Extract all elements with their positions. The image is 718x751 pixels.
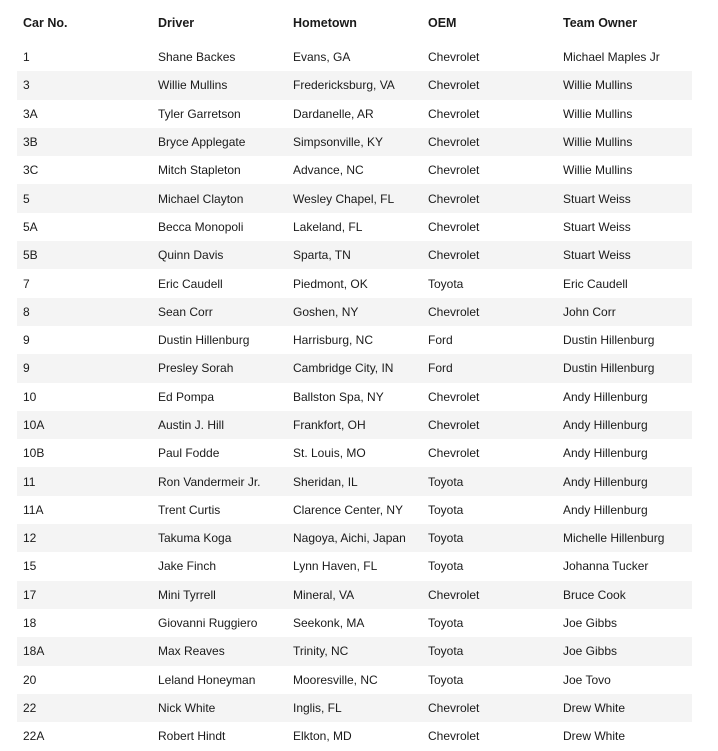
hometown-cell: Dardanelle, AR [293,106,374,121]
driver-cell: Jake Finch [158,559,217,574]
car-no-cell: 22 [23,700,37,715]
table-row [17,71,692,99]
table-row [17,722,692,750]
hometown-cell: Clarence Center, NY [293,502,404,517]
table-row [17,637,692,665]
car-no-cell: 18A [23,644,45,659]
driver-cell: Willie Mullins [158,78,228,93]
team-owner-cell: Willie Mullins [563,163,633,178]
car-no-cell: 5 [23,191,30,206]
table-row [17,609,692,637]
driver-cell: Giovanni Ruggiero [158,616,258,631]
team-owner-cell: Andy Hillenburg [563,446,648,461]
driver-cell: Sean Corr [158,304,213,319]
table-row [17,100,692,128]
hometown-cell: Evans, GA [293,50,351,65]
table-row [17,383,692,411]
car-no-cell: 17 [23,587,37,602]
driver-cell: Becca Monopoli [158,219,244,234]
team-owner-cell: Bruce Cook [563,587,626,602]
team-owner-cell: Joe Gibbs [563,616,618,631]
team-owner-cell: Andy Hillenburg [563,418,648,432]
column-header-team-owner: Team Owner [563,16,638,30]
driver-cell: Nick White [158,700,216,715]
hometown-cell: Elkton, MD [293,729,352,744]
table-row [17,354,692,382]
hometown-cell: St. Louis, MO [293,446,366,461]
team-owner-cell: Andy Hillenburg [563,502,648,517]
oem-cell: Chevrolet [428,135,480,150]
team-owner-cell: Michelle Hillenburg [563,531,665,546]
driver-cell: Tyler Garretson [158,106,241,121]
driver-cell: Takuma Koga [158,531,232,546]
oem-cell: Ford [428,361,453,376]
driver-cell: Bryce Applegate [158,135,246,150]
table-row [17,213,692,241]
car-no-cell: 9 [23,361,30,376]
oem-cell: Toyota [428,616,464,631]
team-owner-cell: Drew White [563,729,626,744]
oem-cell: Chevrolet [428,106,480,121]
oem-cell: Chevrolet [428,729,480,744]
car-no-cell: 10A [23,418,45,432]
team-owner-cell: Eric Caudell [563,276,628,291]
driver-cell: Austin J. Hill [158,418,225,432]
driver-cell: Eric Caudell [158,276,223,291]
car-no-cell: 1 [23,50,30,65]
table-row [17,666,692,694]
driver-cell: Leland Honeyman [158,672,256,687]
car-no-cell: 8 [23,304,30,319]
oem-cell: Chevrolet [428,219,480,234]
hometown-cell: Nagoya, Aichi, Japan [293,531,406,546]
team-owner-cell: Joe Tovo [563,672,611,687]
table-row [17,128,692,156]
hometown-cell: Sheridan, IL [293,474,358,489]
oem-cell: Ford [428,333,453,348]
hometown-cell: Mooresville, NC [293,672,378,687]
car-no-cell: 5A [23,219,38,234]
column-header-car-no: Car No. [23,16,68,30]
car-no-cell: 20 [23,672,37,687]
table-body [17,43,692,750]
car-no-cell: 5B [23,248,38,263]
hometown-cell: Advance, NC [293,163,364,178]
car-no-cell: 22A [23,729,45,744]
driver-cell: Dustin Hillenburg [158,333,250,348]
oem-cell: Chevrolet [428,700,480,715]
oem-cell: Toyota [428,474,464,489]
hometown-cell: Sparta, TN [293,248,351,263]
car-no-cell: 11 [23,474,36,489]
team-owner-cell: Joe Gibbs [563,644,618,659]
table-row [17,269,692,297]
table-row [17,43,692,71]
driver-cell: Ron Vandermeir Jr. [158,474,261,489]
car-no-cell: 3 [23,78,30,93]
oem-cell: Chevrolet [428,304,480,319]
table-row [17,467,692,495]
hometown-cell: Lakeland, FL [293,219,363,234]
team-owner-cell: Stuart Weiss [563,191,631,206]
hometown-cell: Mineral, VA [293,587,355,602]
driver-cell: Paul Fodde [158,446,220,461]
team-owner-cell: Stuart Weiss [563,219,631,234]
header-row [17,9,692,43]
oem-cell: Chevrolet [428,248,480,263]
team-owner-cell: Willie Mullins [563,106,633,121]
team-owner-cell: Stuart Weiss [563,248,631,263]
team-owner-cell: Andy Hillenburg [563,474,648,489]
driver-cell: Quinn Davis [158,248,224,263]
table-row [17,184,692,212]
team-owner-cell: Johanna Tucker [563,559,649,574]
team-owner-cell: Dustin Hillenburg [563,333,655,348]
driver-cell: Mini Tyrrell [158,587,216,602]
hometown-cell: Piedmont, OK [293,276,368,291]
column-header-oem: OEM [428,16,457,30]
oem-cell: Toyota [428,276,464,291]
car-no-cell: 9 [23,333,30,348]
team-owner-cell: John Corr [563,304,616,319]
hometown-cell: Trinity, NC [293,644,349,659]
car-no-cell: 3A [23,106,38,121]
table-row [17,694,692,722]
hometown-cell: Wesley Chapel, FL [293,191,395,206]
team-owner-cell: Willie Mullins [563,135,633,150]
table-header [17,9,692,43]
table-row [17,581,692,609]
driver-cell: Max Reaves [158,644,225,659]
oem-cell: Toyota [428,644,464,659]
hometown-cell: Fredericksburg, VA [293,78,395,93]
oem-cell: Chevrolet [428,50,480,65]
team-owner-cell: Dustin Hillenburg [563,361,655,376]
oem-cell: Toyota [428,672,464,687]
table-row [17,439,692,467]
table-row [17,524,692,552]
car-no-cell: 15 [23,559,37,574]
table-row [17,552,692,580]
driver-cell: Ed Pompa [158,389,215,404]
team-owner-cell: Drew White [563,700,626,715]
oem-cell: Chevrolet [428,78,480,93]
oem-cell: Toyota [428,559,464,574]
hometown-cell: Goshen, NY [293,304,359,319]
hometown-cell: Simpsonville, KY [293,135,384,150]
car-no-cell: 10B [23,446,45,461]
oem-cell: Toyota [428,531,464,546]
column-header-driver: Driver [158,16,195,30]
oem-cell: Chevrolet [428,389,480,404]
drivers-table [17,9,692,750]
hometown-cell: Frankfort, OH [293,418,366,432]
car-no-cell: 3C [23,163,39,178]
driver-cell: Robert Hindt [158,729,226,744]
table-row [17,411,692,439]
column-header-hometown: Hometown [293,16,357,30]
team-owner-cell: Michael Maples Jr [563,50,660,65]
table-row [17,496,692,524]
driver-cell: Mitch Stapleton [158,163,241,178]
oem-cell: Chevrolet [428,446,480,461]
team-owner-cell: Willie Mullins [563,78,633,93]
car-no-cell: 7 [23,276,30,291]
car-no-cell: 10 [23,389,37,404]
car-no-cell: 18 [23,616,37,631]
driver-cell: Shane Backes [158,50,236,65]
oem-cell: Chevrolet [428,587,480,602]
car-no-cell: 3B [23,135,38,150]
table-row [17,156,692,184]
driver-cell: Trent Curtis [158,502,221,517]
table-row [17,241,692,269]
team-owner-cell: Andy Hillenburg [563,389,648,404]
oem-cell: Chevrolet [428,163,480,178]
hometown-cell: Lynn Haven, FL [293,559,378,574]
table-row [17,326,692,354]
hometown-cell: Seekonk, MA [293,616,365,631]
car-no-cell: 11A [23,502,44,517]
hometown-cell: Inglis, FL [293,700,342,715]
driver-cell: Michael Clayton [158,191,244,206]
table-row [17,298,692,326]
hometown-cell: Cambridge City, IN [293,361,394,376]
oem-cell: Chevrolet [428,191,480,206]
oem-cell: Toyota [428,502,464,517]
hometown-cell: Harrisburg, NC [293,333,374,348]
driver-cell: Presley Sorah [158,361,234,376]
car-no-cell: 12 [23,531,37,546]
hometown-cell: Ballston Spa, NY [293,389,384,404]
oem-cell: Chevrolet [428,418,480,432]
